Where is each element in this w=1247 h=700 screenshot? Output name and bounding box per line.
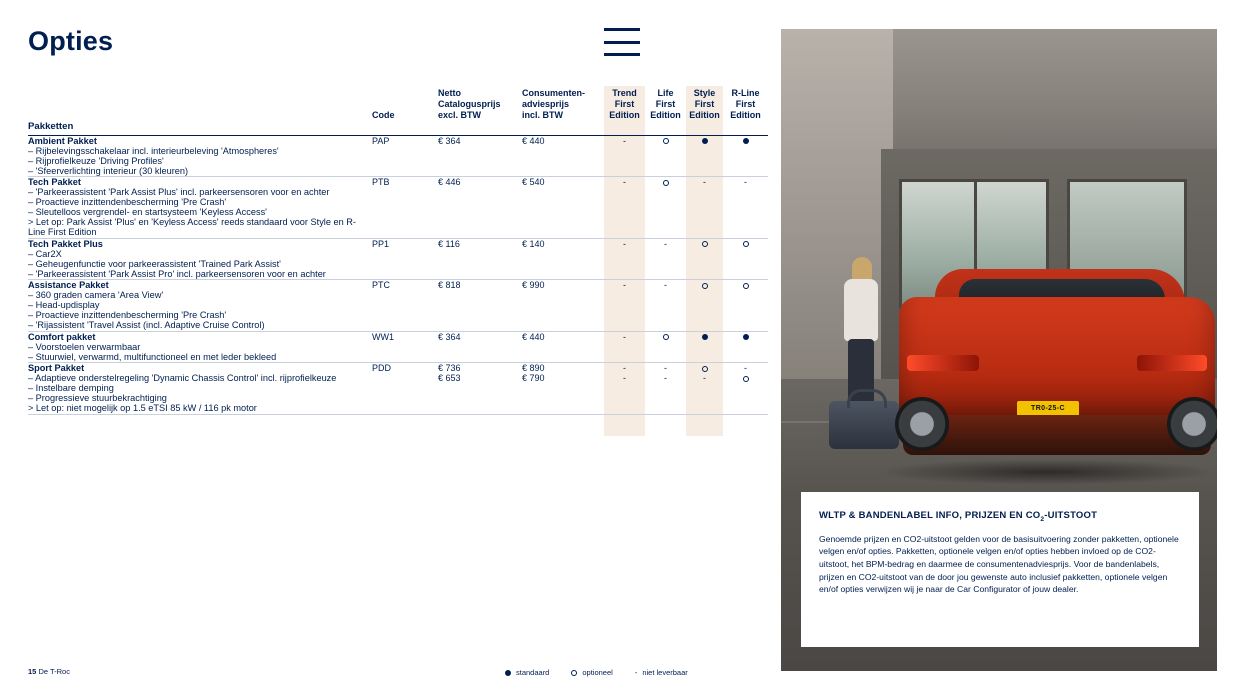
row-item: > Let op: Park Assist 'Plus' en 'Keyless Access' reeds standaard voor Style en R-Line First Edition: [28, 217, 356, 237]
table-row[interactable]: [28, 177, 768, 188]
legend-optioneel: [571, 668, 612, 677]
col-style-line1: Style: [686, 88, 723, 99]
col-code: Code: [372, 110, 395, 120]
col-consument-line1: Consumenten-: [522, 88, 585, 98]
row-style: -: [686, 177, 723, 188]
row-item: – 'Sfeerverlichting interieur (30 kleuren): [28, 165, 189, 176]
license-plate: TR0-25-C: [1017, 401, 1079, 416]
row-rline: -: [744, 177, 747, 187]
row-life: -: [664, 238, 667, 249]
row-netto: € 818: [438, 280, 461, 290]
col-consument-line3: incl. BTW: [522, 110, 563, 120]
info-card-body: Genoemde prijzen en CO2-uitstoot gelden voor de basisuitvoering zonder pakketten, optionele velgen en/of opties. Pakketten, optionele velgen en/of opties hebben invloed op de CO2-uitstoot, het BPM-bedrag en daarmee de consumentenadviesprijs. Voor de bandenlabels, prijzen en CO2-uitstoot van de door jou gewenste auto inclusief pakketten, optionele velgen en/of opties verwijzen wij je naar de Car Configurator of jouw dealer.: [819, 533, 1179, 595]
info-card: [801, 492, 1199, 647]
row-rline: [723, 280, 768, 291]
row-rline: [723, 238, 768, 249]
row-style: [686, 331, 723, 342]
row-trend: -: [604, 363, 645, 374]
col-rline-line3: Edition: [730, 110, 761, 120]
row-item: > Let op: niet mogelijk op 1.5 eTSI 85 kW / 116 pk motor: [28, 403, 257, 413]
row-consument: € 890: [522, 363, 545, 373]
open-dot-icon: [571, 670, 577, 676]
row-name: Tech Pakket: [28, 177, 81, 187]
filled-dot-icon: [505, 670, 511, 676]
row-netto: € 736: [438, 363, 461, 373]
col-consument-line2: adviesprijs: [522, 99, 570, 109]
row2-life: -: [664, 373, 667, 383]
row-consument: € 540: [522, 177, 545, 187]
col-netto-line3: excl. BTW: [438, 110, 482, 120]
row-consument: € 440: [522, 135, 545, 146]
row-item: – Head-updisplay: [28, 300, 100, 310]
row-code: PTB: [372, 177, 390, 187]
row-item: – Car2X: [28, 248, 62, 259]
row-style: [686, 135, 723, 146]
row-item: – Voorstoelen verwarmbaar: [28, 341, 141, 352]
section-label: Pakketten: [28, 121, 74, 132]
row-netto: € 364: [438, 135, 461, 146]
col-life-line3: Edition: [650, 110, 681, 120]
row2-trend: -: [604, 373, 645, 383]
row2-consument: € 790: [522, 373, 545, 383]
row-rline: [723, 135, 768, 146]
row-netto: € 446: [438, 177, 461, 187]
hamburger-menu-icon[interactable]: [604, 28, 640, 56]
row-item: – Rijbelevingsschakelaar incl. interieurbeleving 'Atmospheres': [28, 145, 279, 156]
section-label-row: [28, 121, 768, 132]
legend-optioneel-label: optioneel: [582, 668, 613, 677]
row-netto: € 364: [438, 331, 461, 342]
row-style: [686, 280, 723, 291]
row-life: [645, 135, 686, 146]
row-item: – 'Parkeerassistent 'Park Assist Pro' incl. parkeersensoren voor en achter: [28, 268, 326, 279]
table-row[interactable]: [28, 363, 768, 374]
row-trend: -: [604, 238, 645, 249]
col-rline-line2: First: [735, 99, 756, 109]
legend-niet-leverbaar-symbol: -: [634, 668, 638, 677]
row-consument: € 440: [522, 331, 545, 342]
row-item: – Instelbare demping: [28, 383, 114, 393]
col-life-line1: Life: [657, 88, 674, 98]
row-name: Assistance Pakket: [28, 280, 109, 290]
row-item: – Sleutelloos vergrendel- en startsysteem 'Keyless Access': [28, 207, 267, 217]
row-code: PP1: [372, 238, 390, 249]
row-code: PTC: [372, 280, 390, 290]
row-item: – Stuurwiel, verwarmd, multifunctioneel en met leder bekleed: [28, 351, 277, 362]
row-code: WW1: [372, 331, 394, 342]
wheel-left: [895, 397, 949, 451]
row-life: [645, 177, 686, 188]
options-table: [28, 86, 768, 436]
row-trend: -: [604, 280, 645, 291]
row2-style: -: [686, 373, 723, 383]
row-name: Comfort pakket: [28, 331, 96, 342]
legend: [505, 668, 688, 677]
table-row[interactable]: [28, 331, 768, 342]
row-life: [645, 331, 686, 342]
row-name: Tech Pakket Plus: [28, 238, 103, 249]
wheel-right: [1167, 397, 1217, 451]
page-number: 15: [28, 667, 37, 676]
table-row[interactable]: [28, 135, 768, 146]
col-style-line2: First: [686, 99, 723, 110]
row-trend: -: [604, 177, 645, 188]
info-card-heading: [819, 510, 1181, 523]
row-life: -: [664, 280, 667, 290]
footer: [28, 667, 70, 676]
row-consument: € 990: [522, 280, 545, 290]
model-name: De T-Roc: [38, 667, 70, 676]
row-trend: -: [604, 331, 645, 342]
row-item: – Adaptieve onderstelregeling 'Dynamic Chassis Control' incl. rijprofielkeuze: [28, 373, 337, 383]
row-rline: -: [744, 363, 747, 373]
row-item: – 'Parkeerassistent 'Park Assist Plus' incl. parkeersensoren voor en achter: [28, 187, 330, 197]
row-item: – Proactieve inzittendenbescherming 'Pre Crash': [28, 310, 227, 320]
taillight-left: [907, 355, 979, 371]
col-netto-line1: Netto: [438, 88, 461, 98]
col-trend-line3: Edition: [604, 110, 645, 121]
row-life: -: [664, 363, 667, 373]
rear-bumper: [903, 415, 1211, 455]
row-item: – Geheugenfunctie voor parkeerassistent 'Trained Park Assist': [28, 258, 281, 269]
car-body: [899, 297, 1215, 425]
hero-photo-panel: [781, 29, 1217, 671]
travel-bag: [829, 401, 899, 449]
table-row[interactable]: [28, 238, 768, 249]
row-item: – Rijprofielkeuze 'Driving Profiles': [28, 155, 164, 166]
row-style: [686, 363, 723, 374]
info-heading-pre: WLTP & BANDENLABEL INFO, PRIJZEN EN CO: [819, 510, 1041, 521]
row-trend: -: [604, 135, 645, 146]
table-row[interactable]: [28, 280, 768, 291]
info-heading-post: -UITSTOOT: [1044, 510, 1098, 521]
row-consument: € 140: [522, 238, 545, 249]
page-title: Opties: [28, 26, 114, 56]
info-heading-sub: 2: [1040, 515, 1045, 523]
row2-netto: € 653: [438, 373, 461, 383]
row-item: – 'Rijassistent 'Travel Assist (incl. Adaptive Cruise Control): [28, 320, 265, 330]
col-trend-line1: Trend: [604, 88, 645, 99]
col-netto-line2: Catalogusprijs: [438, 99, 501, 109]
row-name: Ambient Pakket: [28, 135, 97, 146]
col-trend-line2: First: [604, 99, 645, 110]
row-item: – Progressieve stuurbekrachtiging: [28, 393, 167, 403]
legend-standaard: [505, 668, 549, 677]
row-style: [686, 238, 723, 249]
car-vehicle: [899, 269, 1215, 479]
col-style-line3: Edition: [686, 110, 723, 121]
row-item: – 360 graden camera 'Area View': [28, 290, 164, 300]
col-life-line2: First: [655, 99, 676, 109]
row-netto: € 116: [438, 238, 460, 249]
legend-niet-leverbaar-label: niet leverbaar: [642, 668, 688, 677]
col-rline-line1: R-Line: [731, 88, 760, 98]
row2-rline: [723, 373, 768, 383]
row-code: PAP: [372, 135, 390, 146]
legend-niet-leverbaar: [635, 668, 688, 677]
table-header-labels: [28, 88, 768, 99]
row-code: PDD: [372, 363, 392, 373]
person-torso: [844, 279, 878, 341]
legend-standaard-label: standaard: [516, 668, 550, 677]
row-item: – Proactieve inzittendenbescherming 'Pre Crash': [28, 197, 227, 207]
row-name: Sport Pakket: [28, 363, 85, 373]
taillight-right: [1137, 355, 1207, 371]
row-rline: [723, 331, 768, 342]
